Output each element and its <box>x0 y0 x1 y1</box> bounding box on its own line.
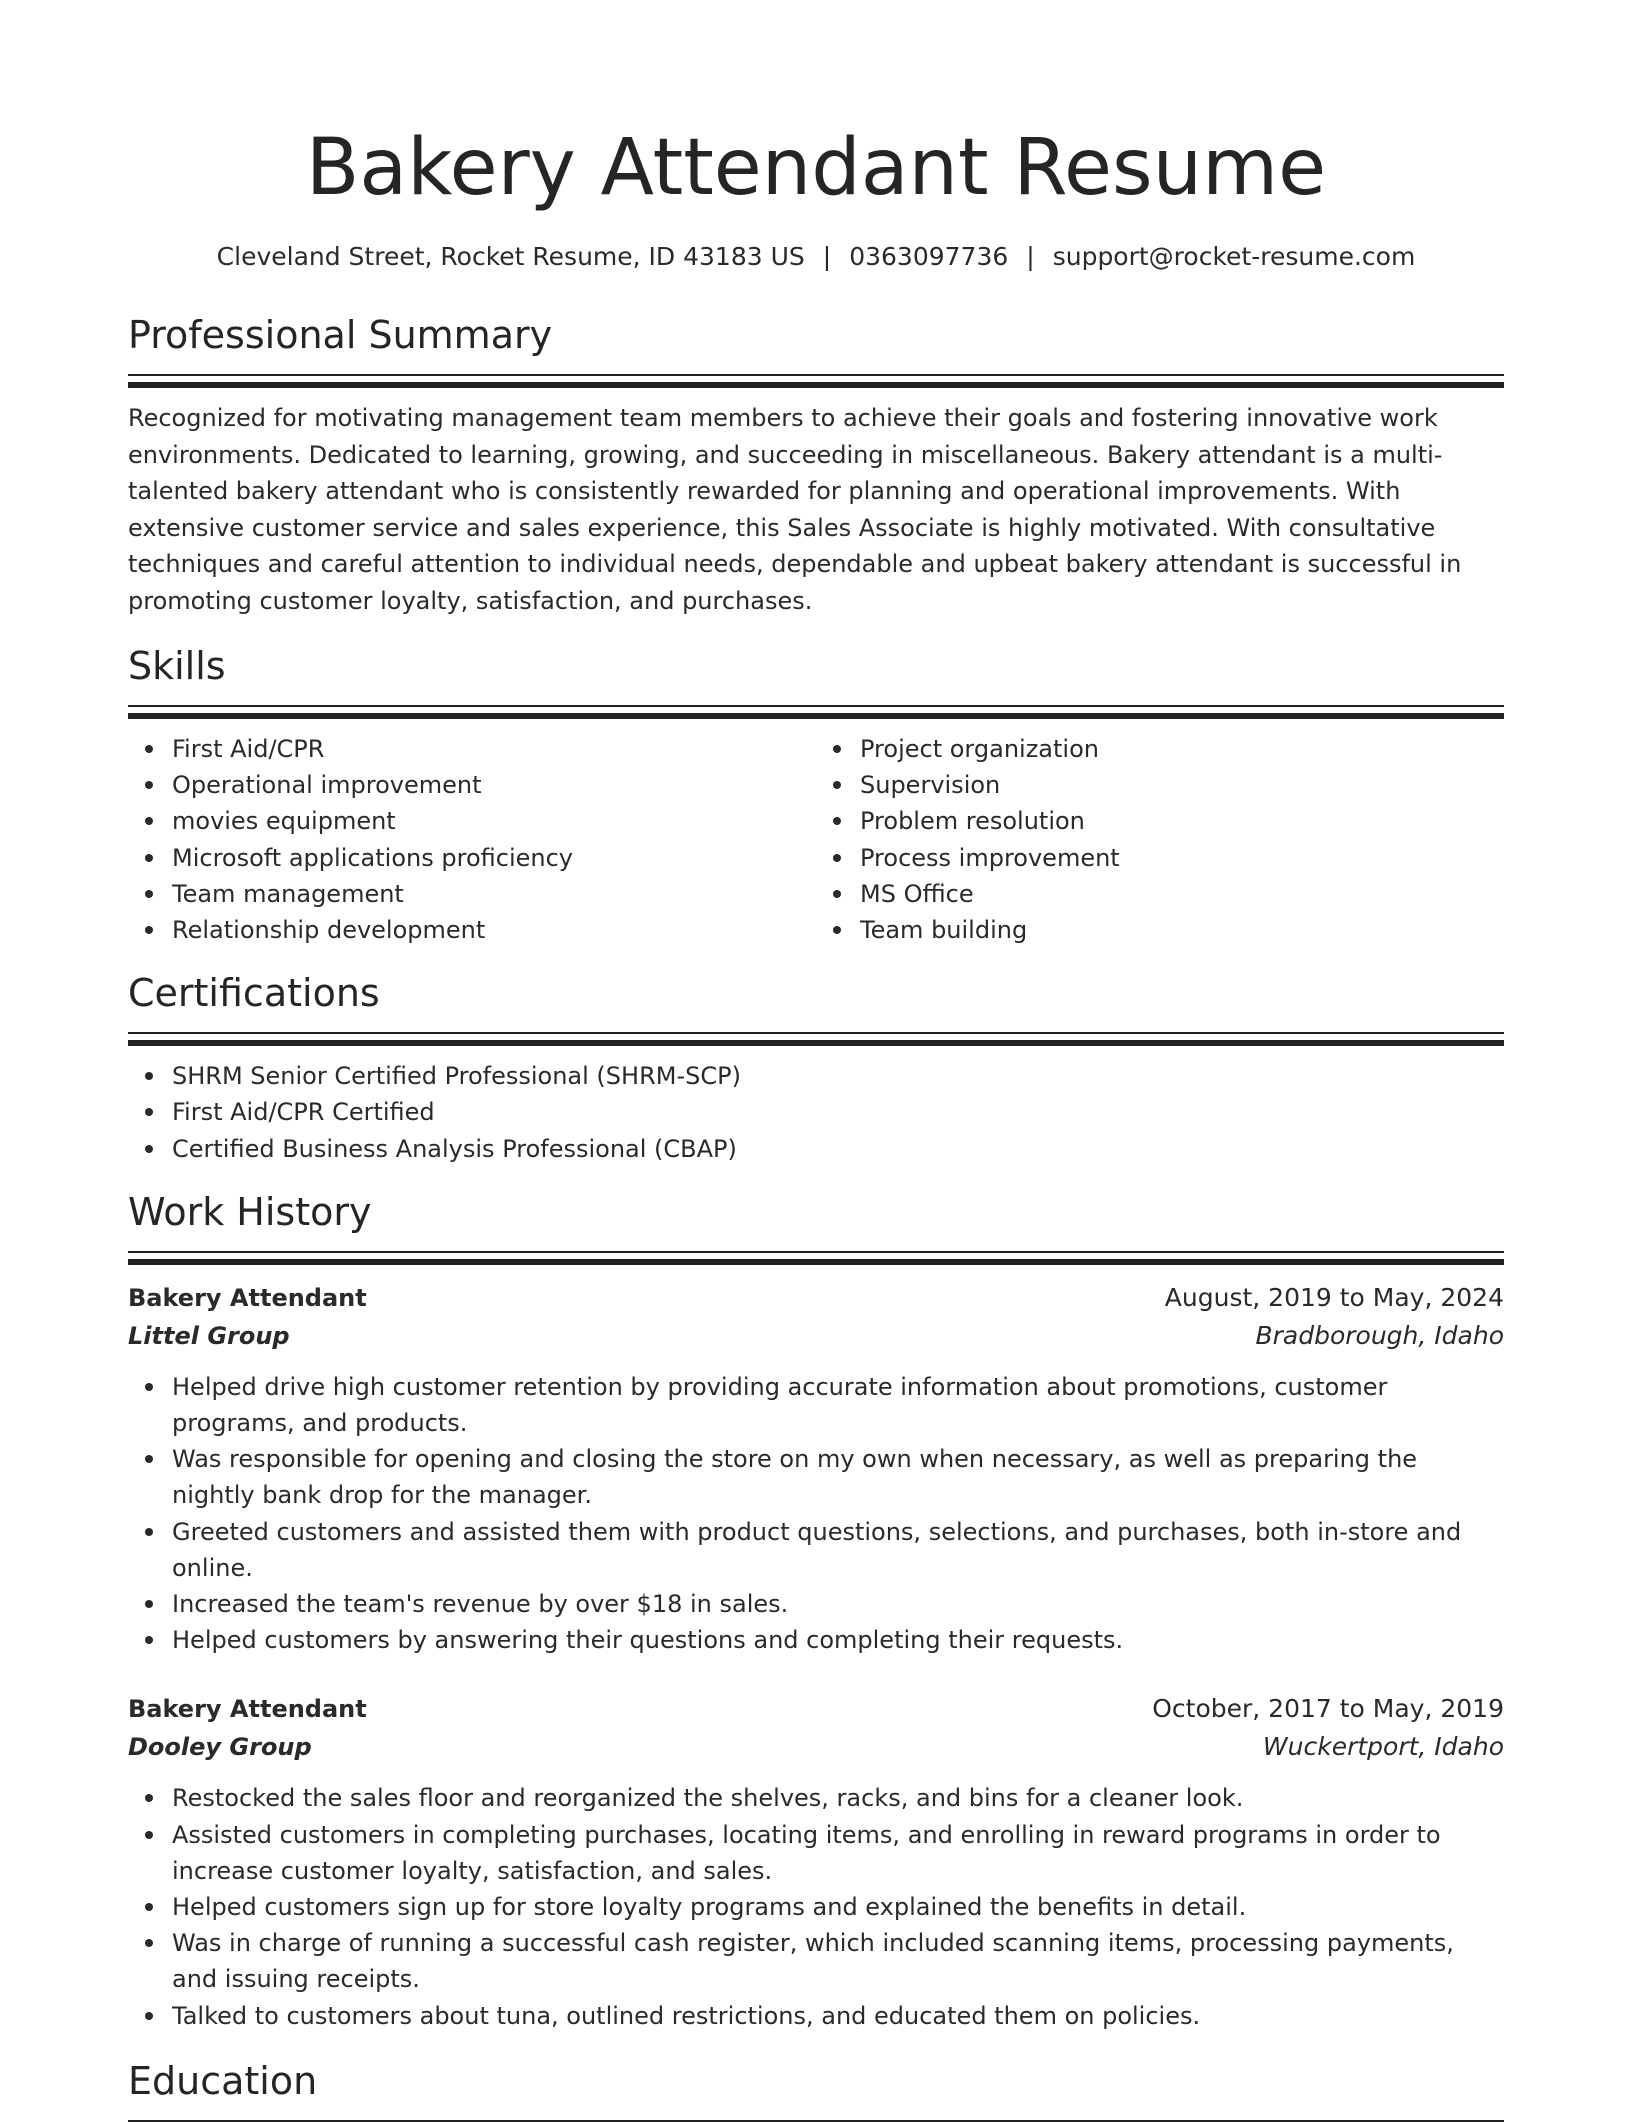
skill-item: Process improvement <box>860 840 1504 876</box>
section-rule-thick <box>128 713 1504 719</box>
job-bullet: Greeted customers and assisted them with product questions, selections, and purchases, both in-store and online. <box>172 1514 1504 1586</box>
job-entry <box>128 1690 1504 2033</box>
job-bullets <box>128 1369 1504 1659</box>
job-subheader <box>128 1728 1504 1766</box>
job-company: Littel Group <box>128 1321 290 1350</box>
job-title: Bakery Attendant <box>128 1283 367 1312</box>
contact-line <box>128 240 1504 274</box>
job-bullet: Was in charge of running a successful cash register, which included scanning items, processing payments, and issuing receipts. <box>172 1925 1504 1997</box>
certifications-list <box>128 1058 1504 1167</box>
certifications-heading: Certifications <box>128 971 380 1016</box>
skills-heading: Skills <box>128 644 226 688</box>
resume-title: Bakery Attendant Resume <box>305 123 1327 213</box>
skills-section <box>128 641 1504 948</box>
job-subheader <box>128 1317 1504 1355</box>
job-dates: October, 2017 to May, 2019 <box>1152 1694 1504 1724</box>
job-location: Wuckertport, Idaho <box>1262 1732 1504 1762</box>
skill-item: First Aid/CPR <box>172 731 816 767</box>
skill-item: movies equipment <box>172 803 816 839</box>
certification-item: Certified Business Analysis Professional (CBAP) <box>172 1131 1504 1167</box>
contact-separator: | <box>1026 242 1035 271</box>
skill-item: Problem resolution <box>860 803 1504 839</box>
skill-item: MS Office <box>860 876 1504 912</box>
job-bullet: Was responsible for opening and closing the store on my own when necessary, as well as preparing the nightly bank drop for the manager. <box>172 1441 1504 1513</box>
section-rule <box>128 705 1504 707</box>
job-bullet: Helped customers by answering their questions and completing their requests. <box>172 1622 1504 1658</box>
skills-right-column <box>816 731 1504 948</box>
section-rule-thick <box>128 1259 1504 1265</box>
work-heading: Work History <box>128 1189 372 1234</box>
skills-left-column <box>128 731 816 948</box>
summary-text: Recognized for motivating management team members to achieve their goals and fostering innovative work environments. Dedicated to learning, growing, and succeeding in miscellaneous. Bakery attendant is a multi-talented bakery attendant who is consistently rewarded for planning and operational improvements. With extensive customer service and sales experience, this Sales Associate is highly motivated. With consultative techniques and careful attention to individual needs, dependable and upbeat bakery attendant is successful in promoting customer loyalty, satisfaction, and purchases. <box>128 404 1462 615</box>
certifications-section <box>128 968 1504 1167</box>
section-rule <box>128 374 1504 376</box>
summary-section <box>128 310 1504 619</box>
summary-heading: Professional Summary <box>128 313 553 357</box>
contact-separator: | <box>822 242 832 271</box>
job-bullet: Helped drive high customer retention by providing accurate information about promotions, customer programs, and products. <box>172 1369 1504 1441</box>
certification-item: First Aid/CPR Certified <box>172 1094 1504 1130</box>
job-title: Bakery Attendant <box>128 1695 367 1724</box>
work-section <box>128 1187 1504 2034</box>
job-company: Dooley Group <box>128 1733 312 1762</box>
skill-item: Project organization <box>860 731 1504 767</box>
skill-item: Relationship development <box>172 912 816 948</box>
skill-item: Operational improvement <box>172 767 816 803</box>
section-rule-thick <box>128 382 1504 388</box>
job-header <box>128 1690 1504 1728</box>
skills-list <box>128 731 1504 948</box>
job-bullet: Helped customers sign up for store loyalty programs and explained the benefits in detail. <box>172 1889 1504 1925</box>
job-bullet: Restocked the sales floor and reorganized the shelves, racks, and bins for a cleaner look. <box>172 1780 1504 1816</box>
job-header <box>128 1279 1504 1317</box>
skill-item: Microsoft applications proficiency <box>172 840 816 876</box>
job-entry <box>128 1279 1504 1659</box>
skill-item: Supervision <box>860 767 1504 803</box>
section-rule-thick <box>128 1040 1504 1046</box>
skill-item: Team building <box>860 912 1504 948</box>
job-bullet: Assisted customers in completing purchases, locating items, and enrolling in reward programs in order to increase customer loyalty, satisfaction, and sales. <box>172 1817 1504 1889</box>
resume-page <box>128 0 1504 2122</box>
phone: 0363097736 <box>849 242 1009 271</box>
job-dates: August, 2019 to May, 2024 <box>1164 1282 1504 1312</box>
address: Cleveland Street, Rocket Resume, ID 43183 US <box>216 242 805 271</box>
section-rule <box>128 1251 1504 1253</box>
job-bullet: Talked to customers about tuna, outlined restrictions, and educated them on policies. <box>172 1998 1504 2034</box>
job-bullets <box>128 1780 1504 2033</box>
skill-item: Team management <box>172 876 816 912</box>
email: support@rocket-resume.com <box>1052 242 1416 271</box>
job-location: Bradborough, Idaho <box>1255 1320 1504 1350</box>
job-bullet: Increased the team's revenue by over $18 in sales. <box>172 1586 1504 1622</box>
education-heading: Education <box>128 2058 318 2103</box>
section-rule <box>128 1032 1504 1034</box>
certification-item: SHRM Senior Certified Professional (SHRM-SCP) <box>172 1058 1504 1094</box>
